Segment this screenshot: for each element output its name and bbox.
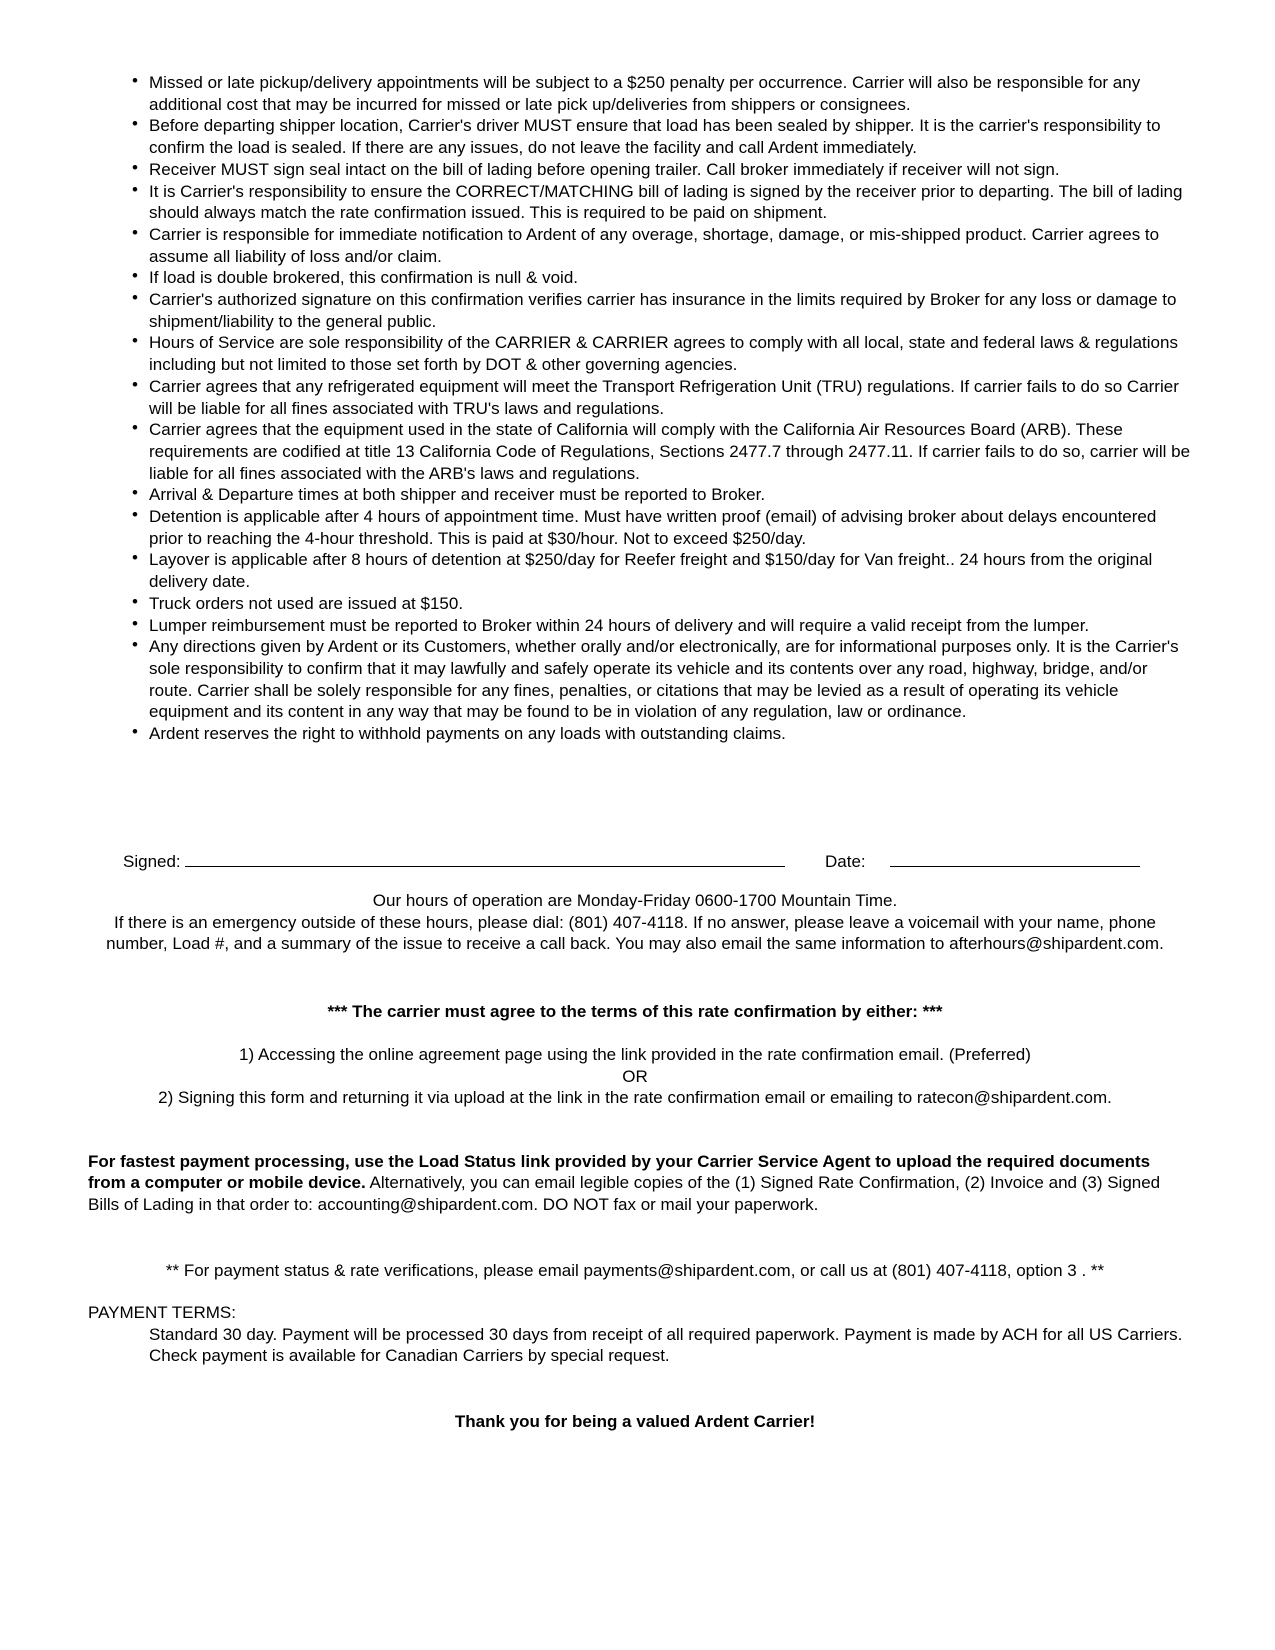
term-item: • Missed or late pickup/delivery appointments will be subject to a $250 penalty per occurrence. Carrier will also be responsible for any additional cost that may be incurred for missed or late pick up/deliveries from shippers or consignees. xyxy=(130,72,1195,115)
agreement-heading: *** The carrier must agree to the terms of this rate confirmation by either: *** xyxy=(327,1002,943,1021)
payment-processing-bold: For fastest payment processing, use the Load Status link provided by your Carrier Service Agent to upload the required documents from a computer or mobile device. xyxy=(88,1152,1151,1193)
payment-processing-note xyxy=(88,1151,1188,1215)
term-item: • It is Carrier's responsibility to ensure the CORRECT/MATCHING bill of lading is signed by the receiver prior to departing. The bill of lading should always match the rate confirmation issued. This is required to be paid on shipment. xyxy=(130,181,1195,224)
signature-line[interactable] xyxy=(185,850,785,867)
term-item: • Carrier agrees that any refrigerated equipment will meet the Transport Refrigeration Unit (TRU) regulations. If carrier fails to do so Carrier will be liable for all fines associated with TRU's laws and regulations. xyxy=(130,376,1195,419)
term-item: • Carrier is responsible for immediate notification to Ardent of any overage, shortage, damage, or mis-shipped product. Carrier agrees to assume all liability of loss and/or claim. xyxy=(130,224,1195,267)
term-item: • If load is double brokered, this confirmation is null & void. xyxy=(130,267,1195,289)
term-item: • Truck orders not used are issued at $150. xyxy=(130,593,1195,615)
agreement-option-sign: 2) Signing this form and returning it via upload at the link in the rate confirmation email or emailing to ratecon@shipardent.com. xyxy=(158,1088,1112,1108)
payment-status-line: ** For payment status & rate verifications, please email payments@shipardent.com, or call us at (801) 407-4118, option 3 . ** xyxy=(165,1261,1105,1280)
term-item: • Layover is applicable after 8 hours of detention at $250/day for Reefer freight and $150/day for Van freight.. 24 hours from the original delivery date. xyxy=(130,549,1195,592)
term-item: • Any directions given by Ardent or its Customers, whether orally and/or electronically, are for informational purposes only. It is the Carrier's sole responsibility to confirm that it may lawfully and safely operate its vehicle and its contents over any road, highway, bridge, and/or route. Carrier shall be solely responsible for any fines, penalties, or citations that may be levied as a result of operating its vehicle equipment and its content in any way that may be found to be in violation of any regulation, law or ordinance. xyxy=(130,636,1195,723)
agreement-option-online: 1) Accessing the online agreement page using the link provided in the rate confirmation email. (Preferred) xyxy=(239,1045,1031,1064)
term-item: • Arrival & Departure times at both shipper and receiver must be reported to Broker. xyxy=(130,484,1195,506)
signed-label: Signed: xyxy=(123,852,181,871)
emergency-info: If there is an emergency outside of these hours, please dial: (801) 407-4118. If no answer, please leave a voicemail with your name, phone number, Load #, and a summary of the issue to receive a call back. You may also email the same information to afterhours@shipardent.com. xyxy=(106,912,1164,953)
payment-terms-body: Standard 30 day. Payment will be processed 30 days from receipt of all required paperwork. Payment is made by ACH for all US Carriers. Check payment is available for Canadian Carriers by special request. xyxy=(149,1325,1183,1366)
term-item: • Lumper reimbursement must be reported to Broker within 24 hours of delivery and will require a valid receipt from the lumper. xyxy=(130,615,1195,637)
agreement-options xyxy=(90,1044,1180,1109)
term-item: • Carrier's authorized signature on this confirmation verifies carrier has insurance in the limits required by Broker for any loss or damage to shipment/liability to the general public. xyxy=(130,289,1195,332)
payment-terms-label: PAYMENT TERMS: xyxy=(88,1303,236,1322)
term-item: • Carrier agrees that the equipment used in the state of California will comply with the California Air Resources Board (ARB). These requirements are codified at title 13 California Code of Regulations, Sections 2477.7 through 2477.11. If carrier fails to do so, carrier will be liable for all fines associated with the ARB's laws and regulations. xyxy=(130,419,1195,484)
hours-line: Our hours of operation are Monday-Friday 0600-1700 Mountain Time. xyxy=(372,891,898,910)
date-block xyxy=(825,850,1140,872)
term-item: • Before departing shipper location, Carrier's driver MUST ensure that load has been sealed by shipper. It is the carrier's responsibility to confirm the load is sealed. If there are any issues, do not leave the facility and call Ardent immediately. xyxy=(130,115,1195,158)
agreement-or: OR xyxy=(622,1066,648,1086)
payment-processing-text: Alternatively, you can email legible copies of the (1) Signed Rate Confirmation, (2) Invoice and (3) Signed Bills of Lading in that order to: accounting@shipardent.com. DO NOT fax or mail your paperwork. xyxy=(88,1173,1161,1214)
term-item: • Receiver MUST sign seal intact on the bill of lading before opening trailer. Call broker immediately if receiver will not sign. xyxy=(130,159,1195,181)
term-item: • Detention is applicable after 4 hours of appointment time. Must have written proof (email) of advising broker about delays encountered prior to reaching the 4-hour threshold. This is paid at $30/hour. Not to exceed $250/day. xyxy=(130,506,1195,549)
terms-list xyxy=(130,72,1195,745)
hours-of-operation xyxy=(90,890,1180,955)
date-line[interactable] xyxy=(890,850,1140,867)
signature-block xyxy=(123,850,785,872)
term-item: • Ardent reserves the right to withhold payments on any loads with outstanding claims. xyxy=(130,723,1195,745)
date-label: Date: xyxy=(825,852,866,871)
thank-you-message: Thank you for being a valued Ardent Carrier! xyxy=(454,1412,816,1431)
term-item: • Hours of Service are sole responsibility of the CARRIER & CARRIER agrees to comply with all local, state and federal laws & regulations including but not limited to those set forth by DOT & other governing agencies. xyxy=(130,332,1195,375)
